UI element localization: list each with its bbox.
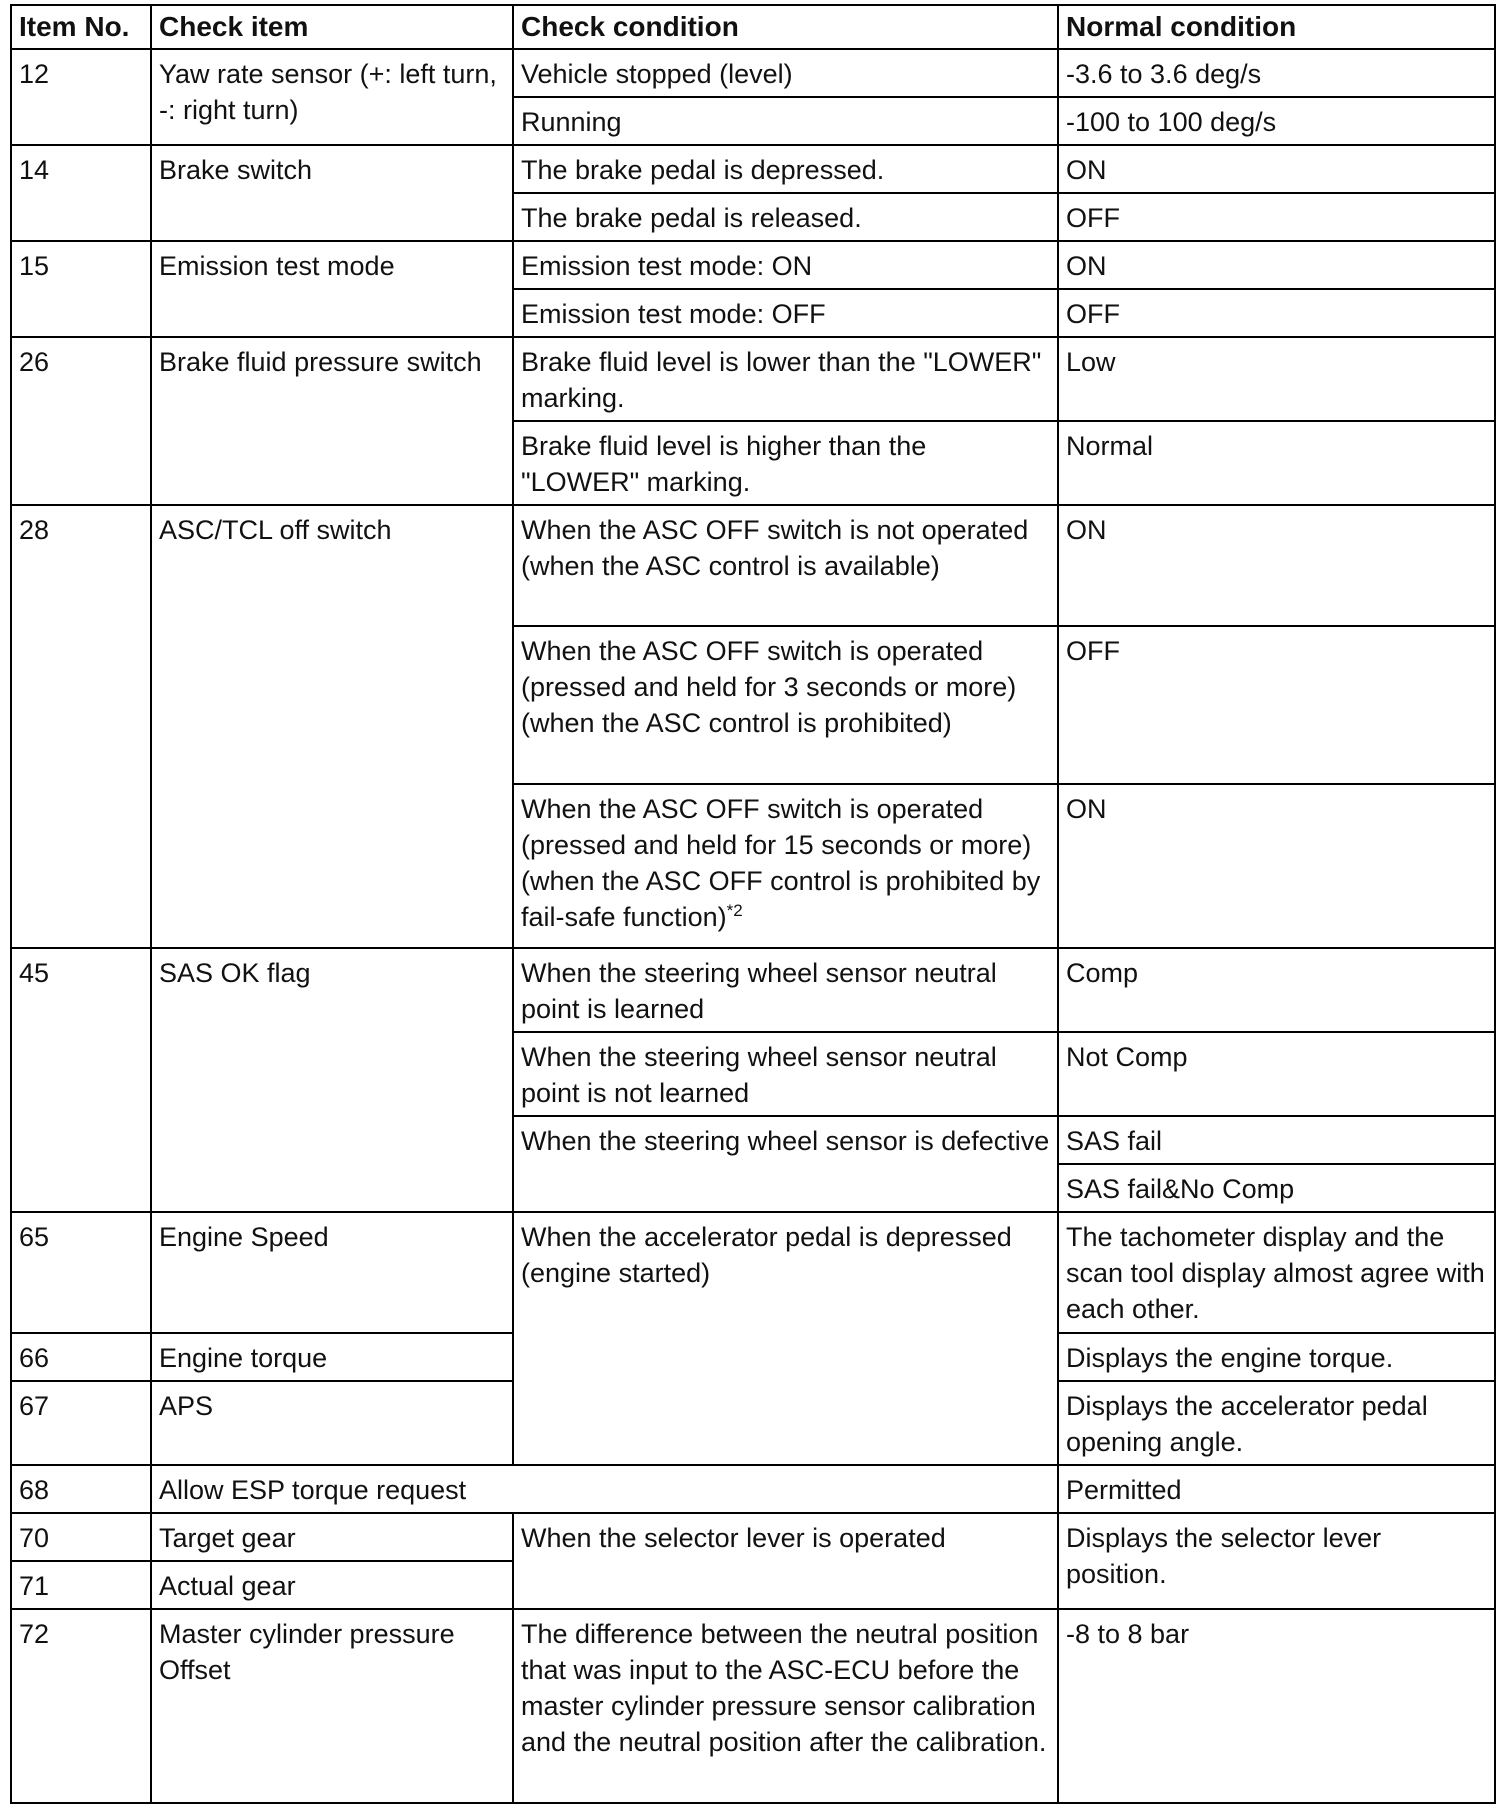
- normal-condition-cell: OFF: [1058, 193, 1495, 241]
- check-condition-cell: When the ASC OFF switch is operated (pressed and held for 3 seconds or more)(when the ASC control is prohibited): [513, 626, 1058, 784]
- item-no-cell: 65: [11, 1212, 151, 1333]
- item-no-cell: 15: [11, 241, 151, 337]
- check-condition-cell: The difference between the neutral position that was input to the ASC-ECU before the master cylinder pressure sensor calibration and the neutral position after the calibration.: [513, 1609, 1058, 1803]
- check-condition-cell: The brake pedal is depressed.: [513, 145, 1058, 193]
- check-condition-cell: Brake fluid level is lower than the "LOWER" marking.: [513, 337, 1058, 421]
- table-row: [11, 1513, 1495, 1561]
- table-row: [11, 241, 1495, 289]
- check-item-cell: Emission test mode: [151, 241, 513, 337]
- item-no-cell: 72: [11, 1609, 151, 1803]
- check-item-cell: Engine torque: [151, 1333, 513, 1381]
- normal-condition-cell: Displays the accelerator pedal opening angle.: [1058, 1381, 1495, 1465]
- normal-condition-cell: Normal: [1058, 421, 1495, 505]
- table-row: [11, 505, 1495, 626]
- check-condition-cell: When the steering wheel sensor is defective: [513, 1116, 1058, 1212]
- table-row: [11, 948, 1495, 1032]
- normal-condition-cell: OFF: [1058, 626, 1495, 784]
- check-item-cell: Target gear: [151, 1513, 513, 1561]
- normal-condition-cell: Low: [1058, 337, 1495, 421]
- condition-text: When the ASC OFF switch is operated (pressed and held for 15 seconds or more)(when the ASC OFF control is prohibited by fail-safe function): [521, 794, 1041, 932]
- check-item-cell: APS: [151, 1381, 513, 1465]
- item-no-cell: 45: [11, 948, 151, 1212]
- check-item-cell: Allow ESP torque request: [151, 1465, 1058, 1513]
- header-check-condition: Check condition: [513, 5, 1058, 49]
- table-row: [11, 1465, 1495, 1513]
- normal-condition-cell: OFF: [1058, 289, 1495, 337]
- item-no-cell: 26: [11, 337, 151, 505]
- check-item-cell: Engine Speed: [151, 1212, 513, 1333]
- check-item-cell: Yaw rate sensor (+: left turn, -: right turn): [151, 49, 513, 145]
- normal-condition-cell: ON: [1058, 241, 1495, 289]
- normal-condition-cell: -100 to 100 deg/s: [1058, 97, 1495, 145]
- item-no-cell: 70: [11, 1513, 151, 1561]
- normal-condition-cell: -8 to 8 bar: [1058, 1609, 1495, 1803]
- check-table: [10, 4, 1496, 1804]
- check-condition-cell: Brake fluid level is higher than the "LOWER" marking.: [513, 421, 1058, 505]
- item-no-cell: 67: [11, 1381, 151, 1465]
- table-row: [11, 337, 1495, 421]
- check-condition-cell: [513, 784, 1058, 948]
- normal-condition-cell: SAS fail: [1058, 1116, 1495, 1164]
- normal-condition-cell: Permitted: [1058, 1465, 1495, 1513]
- normal-condition-cell: ON: [1058, 145, 1495, 193]
- item-no-cell: 14: [11, 145, 151, 241]
- check-item-cell: SAS OK flag: [151, 948, 513, 1212]
- check-item-cell: Master cylinder pressure Offset: [151, 1609, 513, 1803]
- table-row: [11, 1212, 1495, 1333]
- normal-condition-cell: Displays the selector lever position.: [1058, 1513, 1495, 1609]
- normal-condition-cell: -3.6 to 3.6 deg/s: [1058, 49, 1495, 97]
- header-item-no: Item No.: [11, 5, 151, 49]
- check-condition-cell: When the steering wheel sensor neutral point is not learned: [513, 1032, 1058, 1116]
- item-no-cell: 12: [11, 49, 151, 145]
- header-row: [11, 5, 1495, 49]
- check-condition-cell: When the steering wheel sensor neutral point is learned: [513, 948, 1058, 1032]
- item-no-cell: 28: [11, 505, 151, 948]
- check-condition-cell: Emission test mode: ON: [513, 241, 1058, 289]
- header-normal-condition: Normal condition: [1058, 5, 1495, 49]
- footnote-mark: *2: [726, 901, 743, 920]
- check-condition-cell: When the ASC OFF switch is not operated (when the ASC control is available): [513, 505, 1058, 626]
- normal-condition-cell: The tachometer display and the scan tool display almost agree with each other.: [1058, 1212, 1495, 1333]
- check-item-cell: ASC/TCL off switch: [151, 505, 513, 948]
- item-no-cell: 68: [11, 1465, 151, 1513]
- table-row: [11, 145, 1495, 193]
- check-condition-cell: Vehicle stopped (level): [513, 49, 1058, 97]
- check-condition-cell: When the accelerator pedal is depressed (engine started): [513, 1212, 1058, 1465]
- normal-condition-cell: Displays the engine torque.: [1058, 1333, 1495, 1381]
- check-condition-cell: The brake pedal is released.: [513, 193, 1058, 241]
- item-no-cell: 66: [11, 1333, 151, 1381]
- check-item-cell: Brake fluid pressure switch: [151, 337, 513, 505]
- normal-condition-cell: Comp: [1058, 948, 1495, 1032]
- normal-condition-cell: SAS fail&No Comp: [1058, 1164, 1495, 1212]
- check-item-cell: Actual gear: [151, 1561, 513, 1609]
- normal-condition-cell: Not Comp: [1058, 1032, 1495, 1116]
- item-no-cell: 71: [11, 1561, 151, 1609]
- check-condition-cell: Emission test mode: OFF: [513, 289, 1058, 337]
- table-row: [11, 49, 1495, 97]
- table-row: [11, 1609, 1495, 1803]
- check-condition-cell: Running: [513, 97, 1058, 145]
- normal-condition-cell: ON: [1058, 784, 1495, 948]
- normal-condition-cell: ON: [1058, 505, 1495, 626]
- header-check-item: Check item: [151, 5, 513, 49]
- check-condition-cell: When the selector lever is operated: [513, 1513, 1058, 1609]
- check-item-cell: Brake switch: [151, 145, 513, 241]
